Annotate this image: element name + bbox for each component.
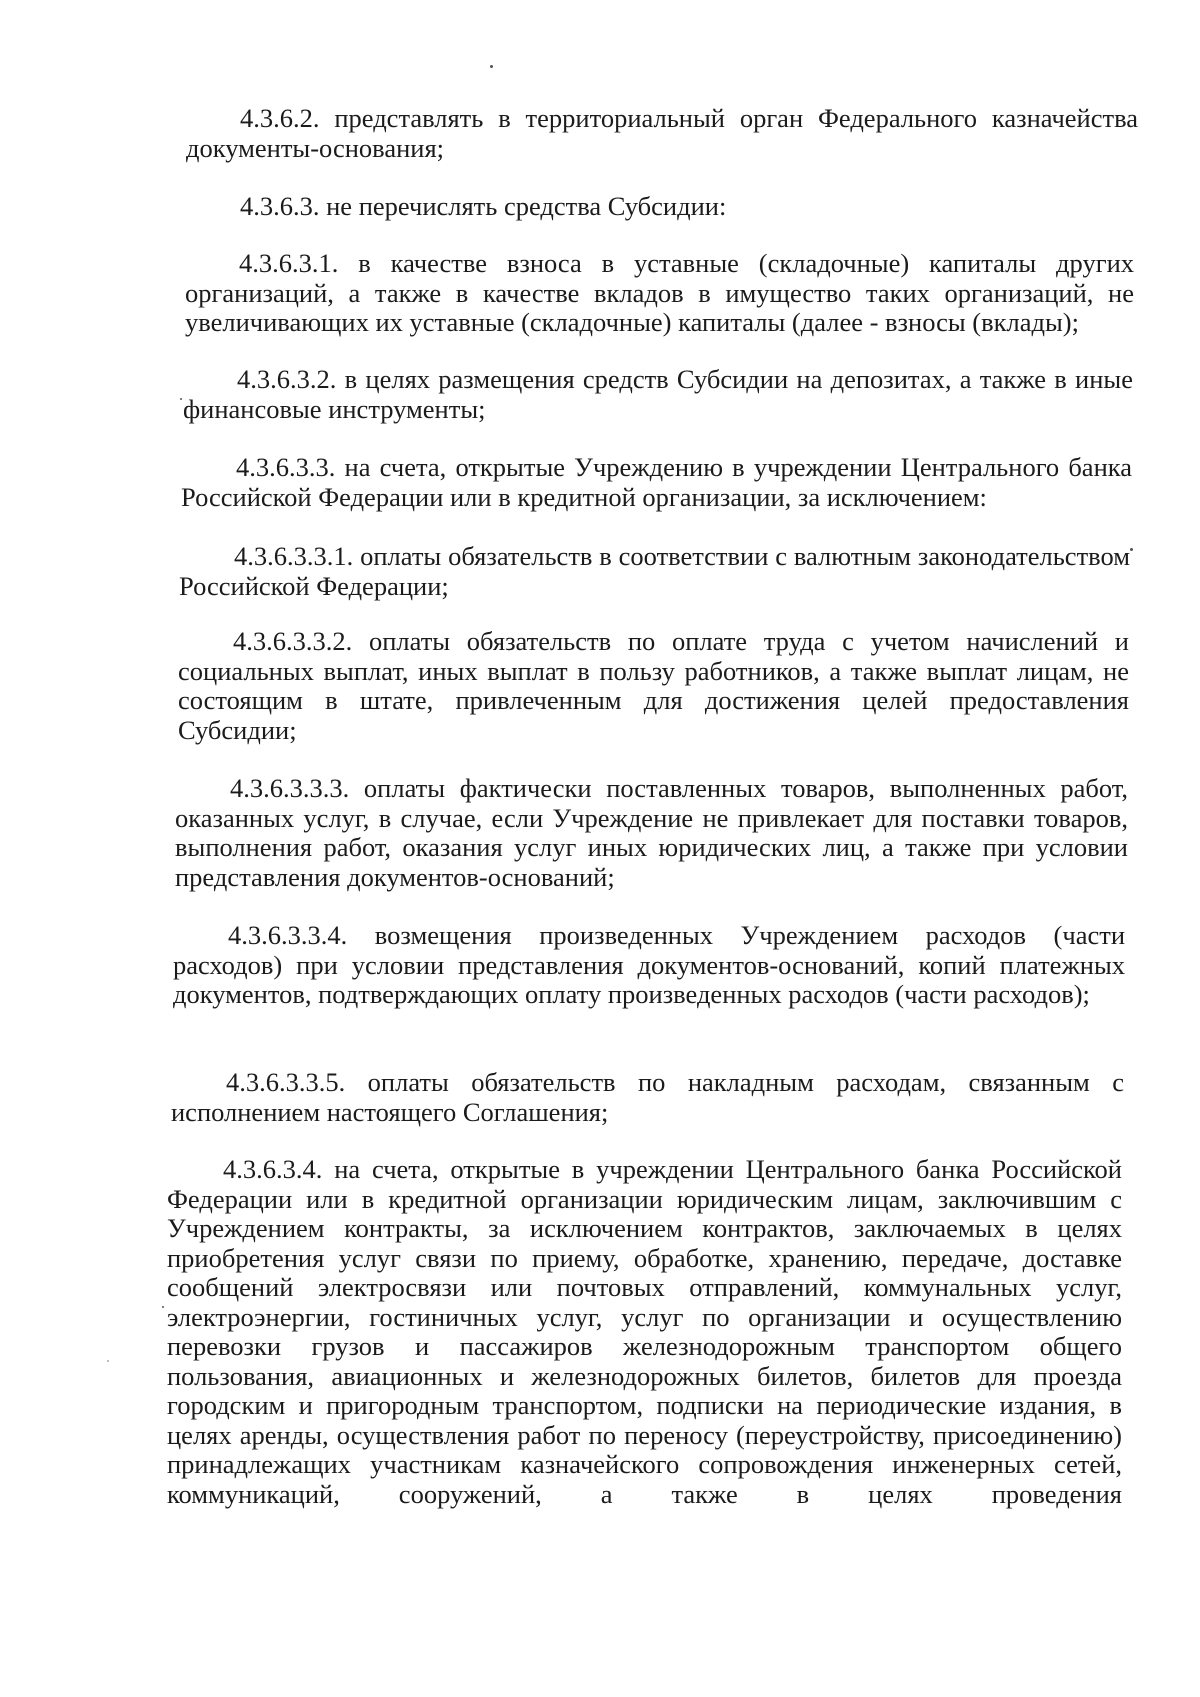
paragraph-4-3-6-3-3-3: 4.3.6.3.3.3. оплаты фактически поставленных товаров, выполненных работ, оказанных услуг, в случае, если Учреждение не привлекает для поставки товаров, выполнения работ, оказания услуг иных юридических лиц, а также при условии представления документов-оснований; <box>175 773 1128 892</box>
scan-speck <box>490 65 493 68</box>
paragraph-4-3-6-3-3: 4.3.6.3.3. на счета, открытые Учреждению в учреждении Центрального банка Российской Федерации или в кредитной организации, за исключением: <box>181 452 1132 512</box>
paragraph-4-3-6-3-1: 4.3.6.3.1. в качестве взноса в уставные (складочные) капиталы других организаций, а также в качестве вкладов в имущество таких организаций, не увеличивающих их уставные (складочные) капиталы (далее - взносы (вклады); <box>185 248 1134 337</box>
paragraph-4-3-6-3-3-2: 4.3.6.3.3.2. оплаты обязательств по оплате труда с учетом начислений и социальных выплат, иных выплат в пользу работников, а также выплат лицам, не состоящим в штате, привлеченным для достижения целей предоставления Субсидии; <box>178 626 1129 745</box>
scan-speck <box>162 1306 164 1308</box>
scan-speck <box>180 398 182 400</box>
paragraph-4-3-6-3-3-1: 4.3.6.3.3.1. оплаты обязательств в соответствии с валютным законодательством Российской Федерации; <box>179 541 1130 601</box>
paragraph-4-3-6-3-3-4: 4.3.6.3.3.4. возмещения произведенных Учреждением расходов (части расходов) при условии представления документов-оснований, копий платежных документов, подтверждающих оплату произведенных расходов (части расходов); <box>173 920 1125 1009</box>
scan-speck <box>1130 548 1133 551</box>
paragraph-4-3-6-3-3-5: 4.3.6.3.3.5. оплаты обязательств по накладным расходам, связанным с исполнением настоящего Соглашения; <box>171 1067 1124 1127</box>
paragraph-4-3-6-3-4: 4.3.6.3.4. на счета, открытые в учреждении Центрального банка Российской Федерации или в кредитной организации юридическим лицам, заключившим с Учреждением контракты, за исключением контрактов, заключаемых в целях приобретения услуг связи по приему, обработке, хранению, передаче, доставке сообщений электросвязи или почтовых отправлений, коммунальных услуг, электроэнергии, гостиничных услуг, услуг по организации и осуществлению перевозки грузов и пассажиров железнодорожным транспортом общего пользования, авиационных и железнодорожных билетов, билетов для проезда городским и пригородным транспортом, подписки на периодические издания, в целях аренды, осуществления работ по переносу (переустройству, присоединению) принадлежащих участникам казначейского сопровождения инженерных сетей, коммуникаций, сооружений, а также в целях проведения <box>167 1154 1122 1509</box>
paragraph-4-3-6-3-2: 4.3.6.3.2. в целях размещения средств Субсидии на депозитах, а также в иные финансовые инструменты; <box>183 364 1133 424</box>
scan-speck <box>107 1360 109 1362</box>
paragraph-4-3-6-2: 4.3.6.2. представлять в территориальный орган Федерального казначейства документы-основания; <box>186 103 1138 163</box>
paragraph-4-3-6-3: 4.3.6.3. не перечислять средства Субсидии: <box>240 191 727 221</box>
